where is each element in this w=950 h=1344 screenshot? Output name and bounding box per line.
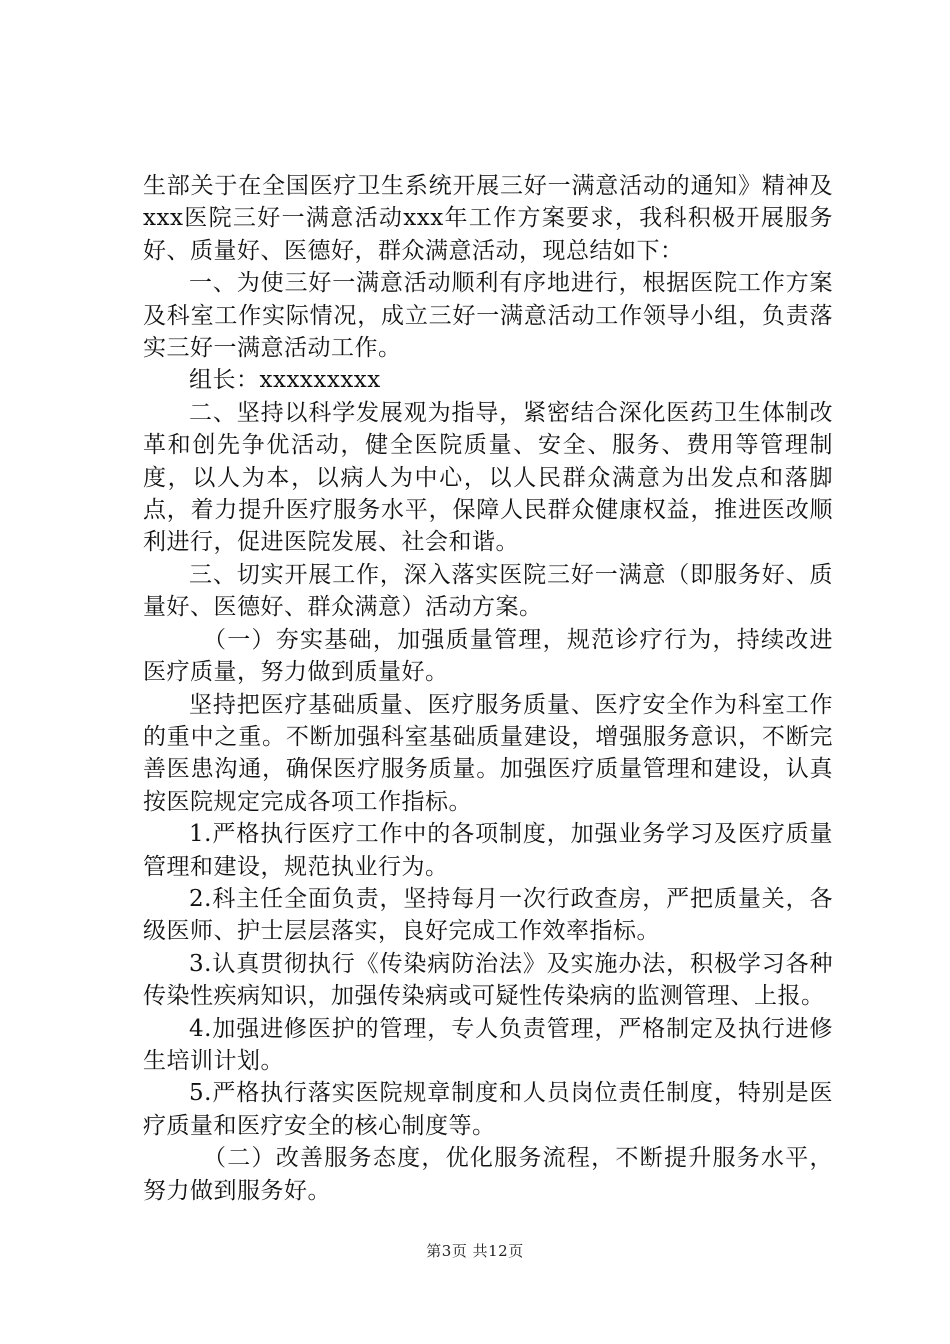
paragraph-subsection-1: （一）夯实基础，加强质量管理，规范诊疗行为，持续改进医疗质量，努力做到质量好。 (143, 626, 833, 686)
paragraph-quality-overview: 坚持把医疗基础质量、医疗服务质量、医疗安全作为科室工作的重中之重。不断加强科室基础质量建设，增强服务意识，不断完善医患沟通，确保医疗服务质量。加强医疗质量管理和建设，认真按医院规定完成各项工作指标。 (143, 691, 833, 815)
paragraph-section-3: 三、切实开展工作，深入落实医院三好一满意（即服务好、质量好、医德好、群众满意）活动方案。 (143, 561, 833, 621)
list-item-2: 2.科主任全面负责，坚持每月一次行政查房，严把质量关，各级医师、护士层层落实，良好完成工作效率指标。 (143, 885, 833, 945)
list-item-4: 4.加强进修医护的管理，专人负责管理，严格制定及执行进修生培训计划。 (143, 1015, 833, 1074)
document-body (143, 170, 833, 1207)
list-item-3: 3.认真贯彻执行《传染病防治法》及实施办法，积极学习各种传染性疾病知识，加强传染病或可疑性传染病的监测管理、上报。 (143, 950, 833, 1010)
page-number-footer: 第3页 共12页 (426, 1242, 524, 1260)
paragraph-section-2: 二、坚持以科学发展观为指导，紧密结合深化医药卫生体制改革和创先争优活动，健全医院质量、安全、服务、费用等管理制度，以人为本，以病人为中心，以人民群众满意为出发点和落脚点，着力提升医疗服务水平，保障人民群众健康权益，推进医改顺利进行，促进医院发展、社会和谐。 (143, 399, 833, 556)
paragraph-intro-continued: 生部关于在全国医疗卫生系统开展三好一满意活动的通知》精神及xxx医院三好一满意活动xxx年工作方案要求，我科积极开展服务好、质量好、医德好，群众满意活动，现总结如下： (143, 173, 833, 264)
list-item-1: 1.严格执行医疗工作中的各项制度，加强业务学习及医疗质量管理和建设，规范执业行为。 (143, 821, 833, 880)
paragraph-subsection-2: （二）改善服务态度，优化服务流程，不断提升服务水平，努力做到服务好。 (143, 1145, 833, 1204)
list-item-5: 5.严格执行落实医院规章制度和人员岗位责任制度，特别是医疗质量和医疗安全的核心制度等。 (143, 1080, 833, 1139)
paragraph-team-leader: 组长：xxxxxxxxx (189, 367, 381, 394)
paragraph-section-1: 一、为使三好一满意活动顺利有序地进行，根据医院工作方案及科室工作实际情况，成立三好一满意活动工作领导小组，负责落实三好一满意活动工作。 (143, 270, 833, 362)
